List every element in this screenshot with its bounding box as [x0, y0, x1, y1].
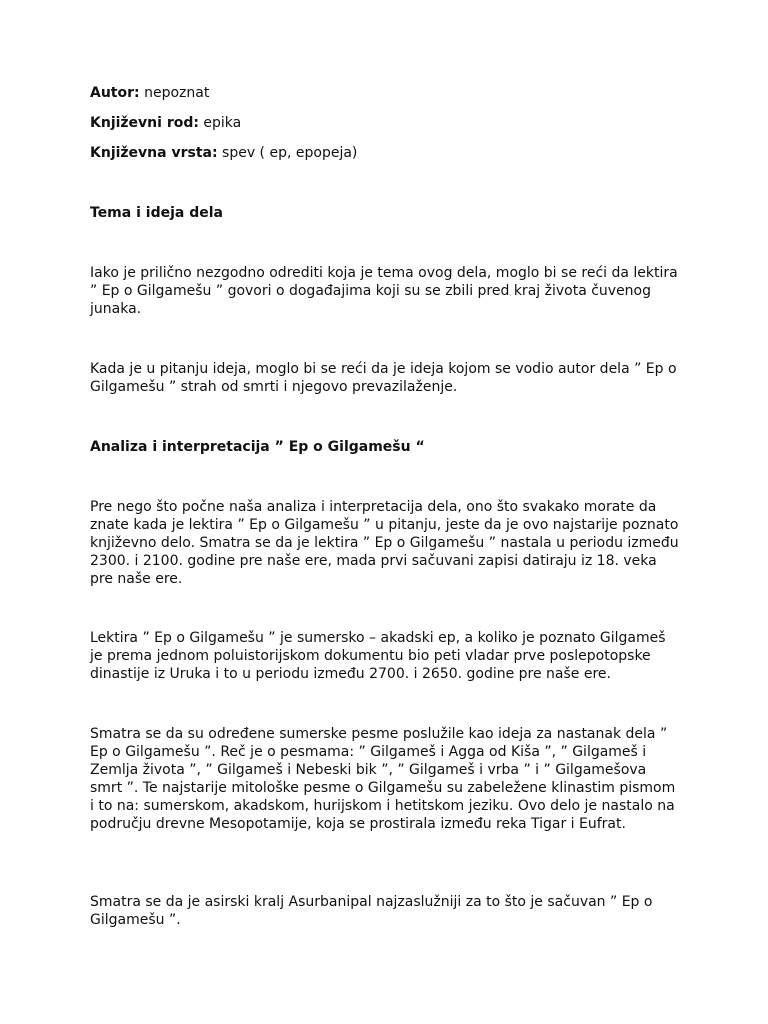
author-line — [90, 84, 680, 102]
genre-label: Književni rod: — [90, 115, 199, 131]
analysis-paragraph-1: Pre nego što počne naša analiza i interpretacija dela, ono što svakako morate da znate kada je lektira ” Ep o Gilgamešu ” u pitanju, jeste da je ovo najstarije poznato književno delo. Smatra se da je lektira ” Ep o Gilgamešu ” nastala u periodu između 2300. i 2100. godine pre naše ere, mada prvi sačuvani zapisi datiraju iz 18. veka pre naše ere. — [90, 499, 679, 587]
analysis-paragraph-4: Smatra se da je asirski kralj Asurbanipal najzaslužniji za to što je sačuvan ” Ep o Gilgamešu ”. — [90, 894, 653, 928]
genre-value: epika — [203, 115, 242, 131]
theme-paragraph-1: Iako je prilično nezgodno odrediti koja je tema ovog dela, moglo bi se reći da lektira ” Ep o Gilgamešu ” govori o događajima koji su se zbili pred kraj života čuvenog junaka. — [90, 265, 678, 317]
author-value: nepoznat — [144, 85, 210, 101]
theme-paragraph-2: Kada je u pitanju ideja, moglo bi se reći da je ideja kojom se vodio autor dela ” Ep o Gilgamešu ” strah od smrti i njegovo prevazilaženje. — [90, 361, 677, 395]
theme-heading: Tema i ideja dela — [90, 205, 223, 221]
analysis-paragraph-2: Lektira ” Ep o Gilgamešu ” je sumersko – akadski ep, a koliko je poznato Gilgameš je prema jednom poluistorijskom dokumentu bio peti vladar prve poslepotopske dinastije iz Uruka i to u periodu između 2700. i 2650. godine pre naše ere. — [90, 630, 666, 682]
type-label: Književna vrsta: — [90, 145, 218, 161]
analysis-paragraph-3: Smatra se da su određene sumerske pesme poslužile kao ideja za nastanak dela ” Ep o Gilgamešu ”. Reč je o pesmama: ” Gilgameš i Agga od Kiša ”, ” Gilgameš i Zemlja života ”, ” Gilgameš i Nebeski bik ”, ” Gilgameš i vrba ” i ” Gilgamešova smrt ”. Te najstarije mitološke pesme o Gilgamešu su zabeležene klinastim pismom i to na: sumerskom, akadskom, hurijskom i hetitskom jeziku. Ovo delo je nastalo na području drevne Mesopotamije, koja se prostirala između reka Tigar i Eufrat. — [90, 726, 676, 832]
author-label: Autor: — [90, 85, 140, 101]
type-line — [90, 144, 680, 162]
analysis-heading: Analiza i interpretacija ” Ep o Gilgamešu “ — [90, 439, 425, 455]
genre-line — [90, 114, 680, 132]
type-value: spev ( ep, epopeja) — [222, 145, 358, 161]
